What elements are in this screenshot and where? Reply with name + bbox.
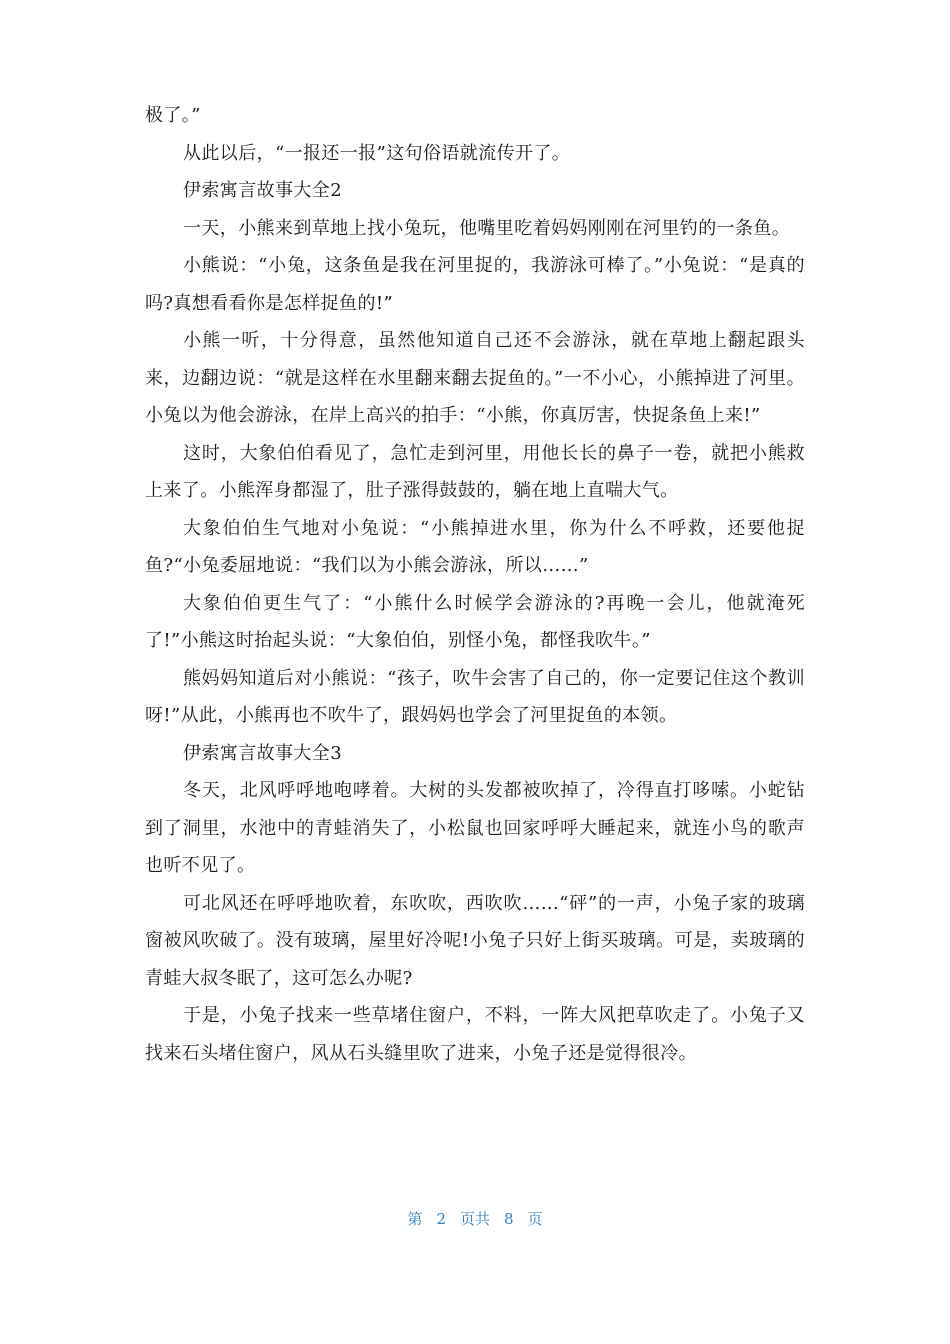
paragraph: 可北风还在呼呼地吹着，东吹吹，西吹吹……“砰”的一声，小兔子家的玻璃窗被风吹破了。没有玻璃，屋里好冷呢!小兔子只好上街买玻璃。可是，卖玻璃的青蛙大叔冬眠了，这可怎么办呢? <box>145 892 805 989</box>
paragraph: 小熊说：“小兔，这条鱼是我在河里捉的，我游泳可棒了。”小兔说：“是真的吗?真想看看你是怎样捉鱼的!” <box>145 255 805 314</box>
section-heading: 伊索寓言故事大全3 <box>183 742 343 764</box>
paragraph: 于是，小兔子找来一些草堵住窗户，不料，一阵大风把草吹走了。小兔子又找来石头堵住窗户，风从石头缝里吹了进来，小兔子还是觉得很冷。 <box>145 1005 805 1064</box>
page-label-prefix: 第 <box>407 1210 423 1228</box>
paragraph: 大象伯伯生气地对小兔说：“小熊掉进水里，你为什么不呼救，还要他捉鱼?“小兔委屈地说：“我们以为小熊会游泳，所以……” <box>145 517 805 576</box>
page-label-mid: 页共 <box>459 1210 490 1228</box>
paragraph: 冬天，北风呼呼地咆哮着。大树的头发都被吹掉了，冷得直打哆嗦。小蛇钻到了洞里，水池中的青蛙消失了，小松鼠也回家呼呼大睡起来，就连小鸟的歌声也听不见了。 <box>145 780 805 876</box>
section-heading: 伊索寓言故事大全2 <box>183 180 343 201</box>
paragraph: 一天，小熊来到草地上找小兔玩，他嘴里吃着妈妈刚刚在河里钓的一条鱼。 <box>183 217 791 239</box>
document-body <box>145 97 805 1072</box>
paragraph: 这时，大象伯伯看见了，急忙走到河里，用他长长的鼻子一卷，就把小熊救上来了。小熊浑身都湿了，肚子涨得鼓鼓的，躺在地上直喘大气。 <box>145 442 805 501</box>
page-label-suffix: 页 <box>527 1210 543 1228</box>
paragraph: 熊妈妈知道后对小熊说：“孩子，吹牛会害了自己的，你一定要记住这个教训呀!”从此，小熊再也不吹牛了，跟妈妈也学会了河里捉鱼的本领。 <box>145 667 805 726</box>
paragraph: 从此以后，“一报还一报”这句俗语就流传开了。 <box>183 142 571 164</box>
page-footer <box>0 1208 950 1229</box>
paragraph: 极了。” <box>145 105 201 126</box>
current-page-number: 2 <box>436 1210 446 1228</box>
paragraph: 小熊一听，十分得意，虽然他知道自己还不会游泳，就在草地上翻起跟头来，边翻边说：“就是这样在水里翻来翻去捉鱼的。”一不小心，小熊掉进了河里。小兔以为他会游泳，在岸上高兴的拍手：“小熊，你真厉害，快捉条鱼上来!” <box>145 330 805 426</box>
total-pages-number: 8 <box>504 1210 514 1228</box>
paragraph: 大象伯伯更生气了：“小熊什么时候学会游泳的?再晚一会儿，他就淹死了!”小熊这时抬起头说：“大象伯伯，别怪小兔，都怪我吹牛。” <box>145 592 805 651</box>
